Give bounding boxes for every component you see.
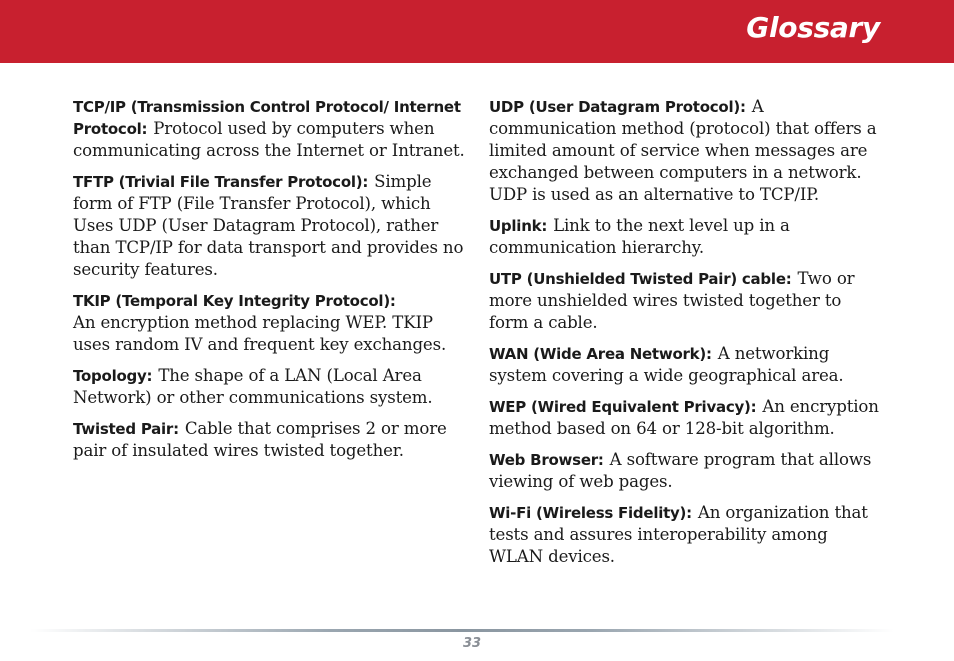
footer-divider [30, 629, 894, 632]
glossary-definition: A communication method (protocol) that offers a limited amount of service when messages are exchanged between computers in a network. UDP is used as an alternative to TCP/IP. [489, 97, 877, 204]
page-number: 33 [462, 636, 482, 651]
glossary-column-left [73, 96, 465, 471]
glossary-entry-twisted-pair [73, 418, 465, 462]
glossary-entry-tkip [73, 290, 465, 356]
glossary-term: TCP/IP (Transmission Control Protocol/ Internet Protocol: [73, 98, 461, 138]
glossary-entry-wan [489, 343, 884, 387]
glossary-definition: The shape of a LAN (Local Area Network) or other communications system. [73, 366, 433, 407]
glossary-term: Topology: [73, 367, 153, 385]
glossary-term: TFTP (Trivial File Transfer Protocol): [73, 173, 369, 191]
glossary-term: UDP (User Datagram Protocol): [489, 98, 746, 116]
glossary-definition: A software program that allows viewing of web pages. [489, 450, 872, 491]
glossary-term: UTP (Unshielded Twisted Pair) cable: [489, 270, 792, 288]
glossary-entry-udp [489, 96, 884, 206]
glossary-entry-wi-fi [489, 502, 884, 568]
glossary-entry-topology [73, 365, 465, 409]
glossary-entry-wep [489, 396, 884, 440]
glossary-column-right [489, 96, 884, 577]
glossary-term: WAN (Wide Area Network): [489, 345, 712, 363]
glossary-definition: Cable that comprises 2 or more pair of insulated wires twisted together. [73, 419, 447, 460]
glossary-term: WEP (Wired Equivalent Privacy): [489, 398, 757, 416]
glossary-definition: Protocol used by computers when communicating across the Internet or Intranet. [73, 119, 465, 160]
glossary-entry-tcp-ip [73, 96, 465, 162]
glossary-definition: Link to the next level up in a communication hierarchy. [489, 216, 790, 257]
glossary-term: Twisted Pair: [73, 420, 179, 438]
glossary-entry-utp [489, 268, 884, 334]
glossary-entry-uplink [489, 215, 884, 259]
glossary-definition: An encryption method replacing WEP. TKIP uses random IV and frequent key exchanges. [73, 313, 447, 354]
page-title: Glossary [746, 11, 880, 44]
glossary-term: TKIP (Temporal Key Integrity Protocol): [73, 292, 396, 310]
glossary-definition: Two or more unshielded wires twisted together to form a cable. [489, 269, 855, 332]
glossary-term: Uplink: [489, 217, 548, 235]
glossary-definition: A networking system covering a wide geographical area. [489, 344, 844, 385]
glossary-definition: An organization that tests and assures interoperability among WLAN devices. [489, 503, 868, 566]
glossary-entry-tftp [73, 171, 465, 281]
glossary-term: Web Browser: [489, 451, 604, 469]
glossary-definition: Simple form of FTP (File Transfer Protocol), which Uses UDP (User Datagram Protocol), rather than TCP/IP for data transport and provides no security features. [73, 172, 464, 279]
glossary-definition: An encryption method based on 64 or 128-bit algorithm. [489, 397, 879, 438]
header-banner [0, 0, 954, 63]
glossary-entry-web-browser [489, 449, 884, 493]
glossary-term: Wi-Fi (Wireless Fidelity): [489, 504, 692, 522]
